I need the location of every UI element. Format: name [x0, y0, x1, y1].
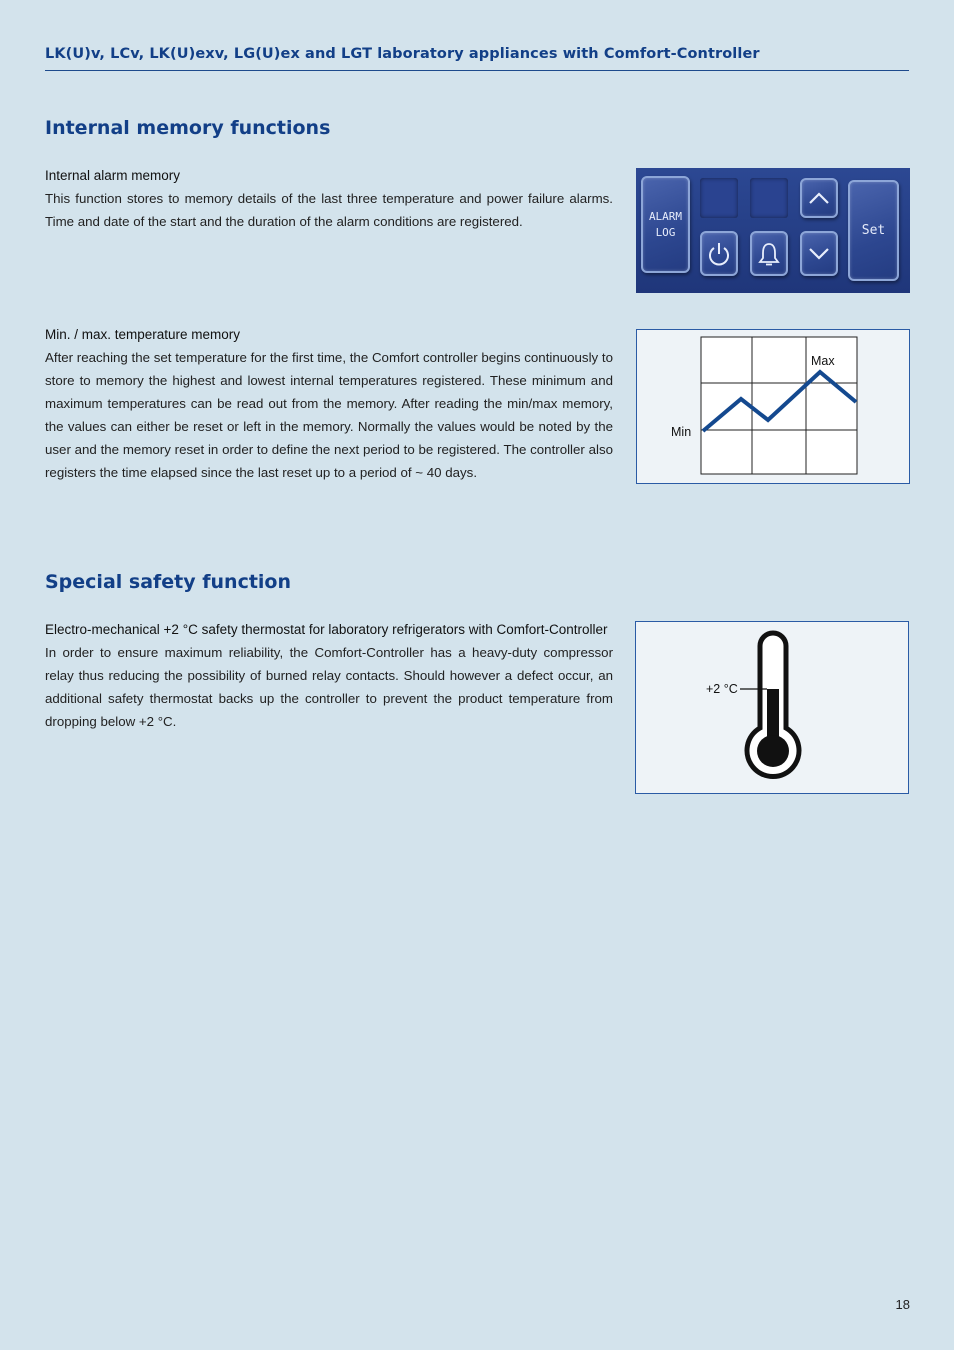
- section-title-safety: Special safety function: [45, 571, 292, 593]
- document-header-title: LK(U)v, LCv, LK(U)exv, LG(U)ex and LGT laboratory appliances with Comfort-Controller: [45, 46, 760, 62]
- page-number: 18: [895, 1297, 910, 1312]
- thermometer-label: +2 °C: [706, 682, 738, 696]
- thermometer-svg: [636, 622, 908, 793]
- minmax-diagram: [636, 329, 910, 484]
- set-button-label: Set: [861, 222, 886, 238]
- arrow-up-icon: [808, 191, 830, 205]
- arrow-down-icon: [808, 247, 830, 261]
- power-button: [700, 231, 738, 276]
- alarm-log-button: [641, 176, 690, 273]
- section-title-internal-memory: Internal memory functions: [45, 117, 331, 139]
- display-segment-2: [750, 178, 788, 218]
- subtitle-minmax-memory: Min. / max. temperature memory: [45, 327, 241, 342]
- thermometer-bulb: [757, 735, 789, 767]
- alarm-bell-button: [750, 231, 788, 276]
- thermometer-mercury: [767, 689, 779, 741]
- subtitle-safety-thermostat: Electro-mechanical +2 °C safety thermostat for laboratory refrigerators with Comfort-Controller: [45, 622, 608, 637]
- thermometer-diagram: [635, 621, 909, 794]
- set-button: [848, 180, 899, 281]
- text-safety-thermostat: In order to ensure maximum reliability, the Comfort-Controller has a heavy-duty compressor relay thus reducing the possibility of burned relay contacts. Should however a defect occur, an additional safety thermostat backs up the controller to prevent the product temperature from dropping below +2 °C.: [45, 645, 613, 729]
- text-alarm-memory: This function stores to memory details of the last three temperature and power failure alarms. Time and date of the start and the duration of the alarm conditions are registered.: [45, 191, 613, 229]
- min-label: Min: [671, 425, 692, 439]
- display-segment-1: [700, 178, 738, 218]
- header-divider: [45, 70, 909, 71]
- power-icon: [707, 241, 731, 267]
- comfort-controller-panel: [636, 168, 910, 293]
- down-button: [800, 231, 838, 276]
- max-label: Max: [811, 354, 835, 368]
- subtitle-alarm-memory: Internal alarm memory: [45, 168, 181, 183]
- text-minmax-memory: After reaching the set temperature for the first time, the Comfort controller begins continuously to store to memory the highest and lowest internal temperatures registered. These minimum and maximum temperatures can be read out from the memory. After reading the min/max memory, the values can either be reset or left in the memory. Normally the values would be noted by the user and the memory reset in order to define the next period to be registered. The controller also registers the time elapsed since the last reset up to a period of ~ 40 days.: [45, 350, 613, 480]
- bell-icon: [757, 241, 781, 267]
- alarm-log-label-line2: LOG: [655, 225, 676, 239]
- minmax-diagram-svg: [637, 330, 909, 483]
- up-button: [800, 178, 838, 218]
- alarm-log-label-line1: ALARM: [648, 209, 683, 223]
